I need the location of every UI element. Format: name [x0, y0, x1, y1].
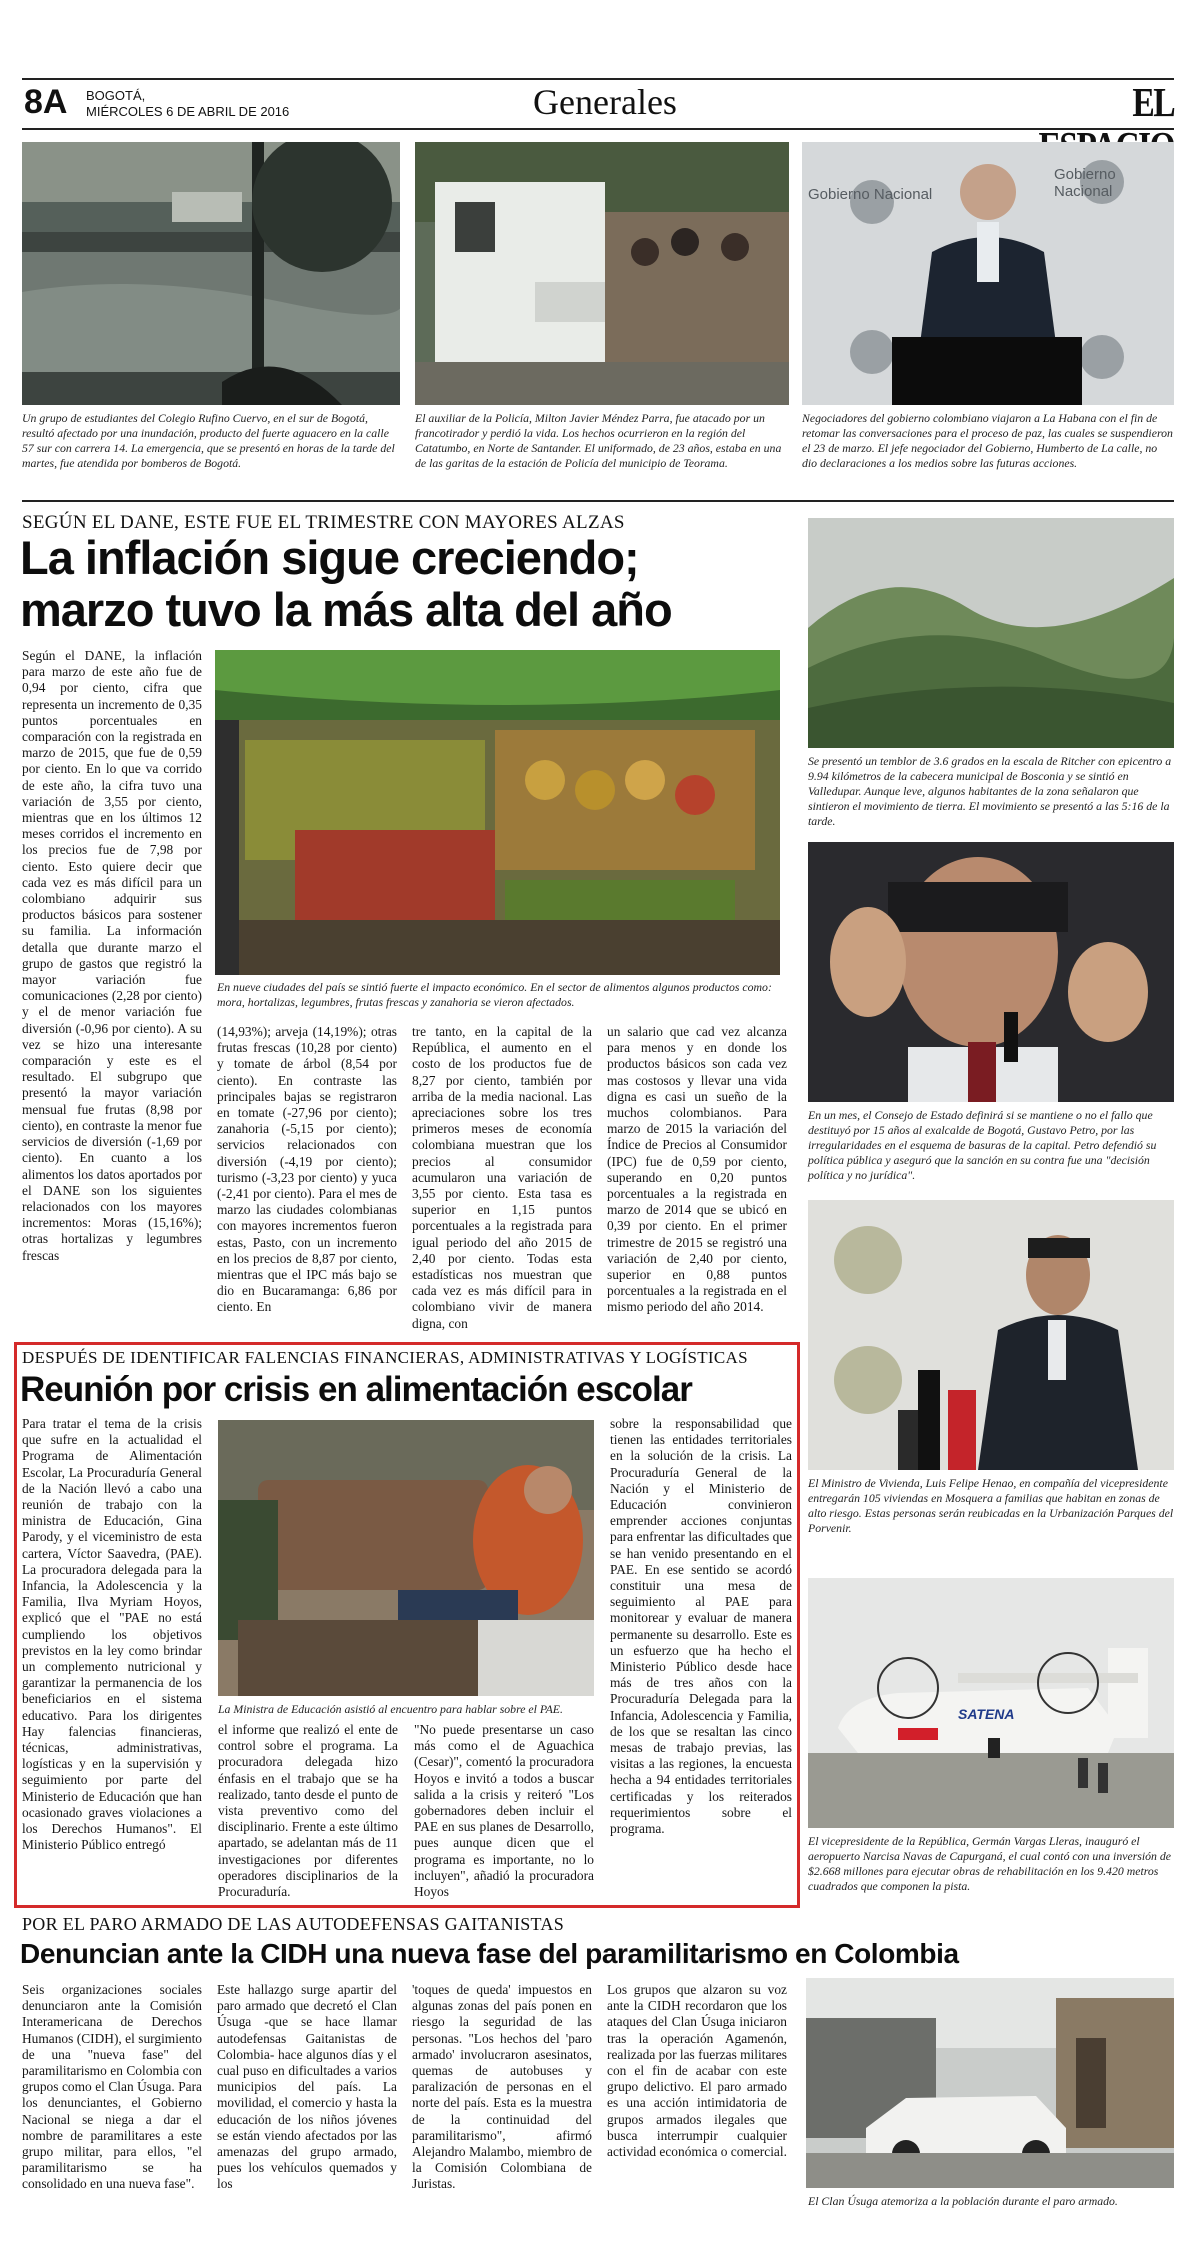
- paramilitary-column-3: 'toques de queda' impuestos en algunas zonas del país ponen en riesgo la seguridad de las personas. "Los hechos del 'paro armado' involucraron asesinatos, quemas de autobuses y paralización de personas en el norte del país. Esta es la muestra de la continuidad del paramilitarismo", afirmó Alejandro Malambo, miembro de la Comisión Colombiana de Juristas.: [412, 1982, 592, 2192]
- inflation-headline-line1: La inflación sigue creciendo;: [20, 531, 639, 584]
- police-caption: El auxiliar de la Policía, Milton Javier Méndez Parra, fue atacado por un francotirador y perdió la vida. Los hechos ocurrieron en la región del Catatumbo, en Norte de Santander. El uniformado, de 23 años, estaba en una de las garitas de la estación de Policía del municipio de Teorama.: [415, 411, 782, 470]
- inflation-column-1: Según el DANE, la inflación para marzo de este año fue de 0,94 por ciento, cifra que representa un incremento de 0,35 puntos porcentuales en comparación con la registrada en marzo de 2015, que fue de 0,59 por ciento. En lo que va corrido de este año, la cifra tuvo una variación de 3,55 por ciento, mientras que en los últimos 12 meses corridos el incremento en los precios fue de 7,98 por ciento. Esto quiere decir que cada vez es más difícil para un colombiano adquirir sus productos básicos para sostener su familia. La información detalla que durante marzo el grupo de gastos que registró la mayor variación fue comunicaciones (2,28 por ciento) y el de menor variación fue diversión (-0,96 por ciento). A su vez se hizo una interesante comparación y este es el resultado. El subgrupo que presentó la mayor variación mensual fue frutas (8,98 por ciento), en contraste la menor fue servicios de diversión (-1,69 por ciento). En cuanto a los alimentos los datos aportados por el DANE son los siguientes relacionados con los mayores incrementos: Moras (15,16%); otras hortalizas y legumbres frescas: [22, 648, 202, 1263]
- paramilitary-column-4: Los grupos que alzaron su voz ante la CIDH recordaron que los ataques del Clan Úsuga iniciaron tras la operación Agamenón, realizada por las fuerzas militares con el fin de acabar con este grupo delictivo. El paro armado es una acción intimidatoria de grupos armados ilegales que busca interrumpir cualquier actividad económica o comercial.: [607, 1982, 787, 2160]
- school-meals-column-3: "No puede presentarse un caso más como el de Aguachica (Cesar)", comentó la procuradora Hoyos e invitó a todos a buscar salida a la crisis y reiteró "Los gobernadores deben incluir el PAE en sus planes de Desarrollo, pues aunque dicen que el programa es importante, no lo incluyen", añadió la procuradora Hoyos: [414, 1722, 594, 1900]
- school-meals-column-2: el informe que realizó el ente de control sobre el programa. La procuradora delegada hizo énfasis en el trabajo que se ha realizado, tanto desde el punto de vista preventivo como del disciplinario. Frente a este último apartado, se adelantan más de 11 investigaciones por diferentes operadores disciplinarios de la Procuraduría.: [218, 1722, 398, 1900]
- section-title: Generales: [533, 82, 677, 122]
- housing-caption: El Ministro de Vivienda, Luis Felipe Henao, en compañía del vicepresidente entregarán 105 viviendas en Mosquera a familias que habitan en zonas de alto riesgo. Estas personas serán reubicadas en la Urbanización Parques del Porvenir.: [808, 1476, 1174, 1535]
- minister-housing-photo: [808, 1200, 1174, 1470]
- paramilitary-headline: Denuncian ante la CIDH una nueva fase del paramilitarismo en Colombia: [20, 1938, 959, 1969]
- school-meals-column-4: sobre la responsabilidad que tienen las entidades territoriales en la solución de la crisis. La Procuraduría General de la Nación y el Ministerio de Educación convinieron emprender acciones conjuntas para enfrentar las dificultades que se han venido presentando en el PAE. En ese sentido se acordó constituir una mesa de seguimiento al PAE para monitorear y evaluar de manera permanente su desarrollo. Este es un esfuerzo que ha hecho el Ministerio Público desde hace más de tres años con la Procuraduría Delegada para la Infancia, Adolescencia y Familia, de los que se resaltan las cinco mesas de trabajo previas, las visitas a las regiones, la encuesta hecha a 94 entidades territoriales certificadas y los reiterados requerimientos sobre el programa.: [610, 1416, 792, 1837]
- page-number: 8A: [24, 83, 68, 121]
- dateline-city: BOGOTÁ,: [86, 88, 146, 103]
- education-minister-caption: La Ministra de Educación asistió al encuentro para hablar sobre el PAE.: [218, 1702, 563, 1716]
- school-meals-column-1: Para tratar el tema de la crisis que sufre en la actualidad el Programa de Alimentación Escolar, La Procuraduría General de la Nación llevó a cabo una reunión de trabajo con la ministra de Educación, Gina Parody, y el viceministro de esta cartera, Víctor Saavedra, (PAE). La procuradora delegada para la Infancia, la Adolescencia y la Familia, Ilva Myriam Hoyos, explicó que el "PAE no está cumpliendo los objetivos previstos en la ley como brindar un complemento nutricional y garantizar la permanencia de los beneficiarios en el sistema educativo. Para los dirigentes Hay falencias financieras, técnicas, administrativas, logísticas y en la supervisión y seguimiento por parte del Ministerio de Educación que han ocasionado graves violaciones a los Derechos Humanos". El Ministerio Público entregó: [22, 1416, 202, 1853]
- petro-photo: [808, 842, 1174, 1102]
- petro-caption: En un mes, el Consejo de Estado definirá si se mantiene o no el fallo que destituyó por 15 años al exalcalde de Bogotá, Gustavo Petro, por las irregularidades en el esquema de basuras de la capital. Petro defendió su política pública y aseguró que la sanción en su contra fue una "decisión política y no jurídica".: [808, 1108, 1157, 1182]
- education-minister-photo: [218, 1420, 594, 1696]
- inflation-headline-line2: marzo tuvo la más alta del año: [20, 583, 672, 636]
- clan-usuga-caption: El Clan Úsuga atemoriza a la población durante el paro armado.: [808, 2194, 1118, 2208]
- market-caption: En nueve ciudades del país se sintió fuerte el impacto económico. En el sector de alimentos algunos productos como: mora, hortalizas, legumbres, frutas frescas y zanahoria se vieron afectados.: [217, 980, 772, 1009]
- gobierno-banner-text-left: Gobierno Nacional: [808, 186, 933, 203]
- school-meals-headline: Reunión por crisis en alimentación escolar: [20, 1370, 692, 1409]
- mountain-photo: [808, 518, 1174, 748]
- header-bottom-rule: [22, 128, 1174, 130]
- inflation-column-2: (14,93%); arveja (14,19%); otras frutas frescas (10,28 por ciento) y tomate de árbol (8,54 por ciento). En contraste las principales bajas se registraron en tomate (-27,96 por ciento); zanahoria (-5,15 por ciento); servicios relacionados con diversión (-4,19 por ciento); turismo (-3,23 por ciento) y yuca (-2,41 por ciento). Para el mes de marzo las ciudades colombianas con mayores incrementos fueron estas, Pasto, con un incremento en los precios de 8,87 por ciento, mientras que el IPC más bajo se dio en Bucaramanga: 6,86 por ciento. En: [217, 1024, 397, 1315]
- police-photo: [415, 142, 789, 405]
- paramilitary-kicker: POR EL PARO ARMADO DE LAS AUTODEFENSAS GAITANISTAS: [22, 1914, 565, 1934]
- clan-usuga-photo: [806, 1978, 1174, 2188]
- earthquake-caption: Se presentó un temblor de 3.6 grados en la escala de Ritcher con epicentro a 9.94 kilómetros de la cabecera municipal de Bosconia y se sintió en Valledupar. Aunque leve, algunos habitantes de la zona señalaron que sintieron el movimiento de tierra. El movimiento se presentó a las 5:16 de la tarde.: [808, 754, 1172, 828]
- school-meals-kicker: DESPUÉS DE IDENTIFICAR FALENCIAS FINANCIERAS, ADMINISTRATIVAS Y LOGÍSTICAS: [22, 1348, 748, 1367]
- masthead: EL: [1132, 79, 1174, 125]
- market-photo: [215, 650, 780, 975]
- inflation-column-3: tre tanto, en la capital de la República, el aumento en el costo de los productos fue de 8,27 por ciento, también por arriba de la media nacional. Las apreciaciones sobre los tres primeros meses de economía colombiana muestran que los precios al consumidor acumularon una variación de 3,55 por ciento. Esta tasa es superior en 1,15 puntos porcentuales a la registrada para igual periodo del año 2015 de 2,40 por ciento. Todas esta estadísticas nos muestran que cada vez es más difícil para in colombiano vivir de manera digna, con: [412, 1024, 592, 1331]
- airport-caption: El vicepresidente de la República, Germán Vargas Lleras, inauguró el aeropuerto Narcisa Navas de Capurganá, el cual contó con una inversión de $2.668 millones para ejecutar obras de rehabilitación en los 9.420 metros cuadrados que componen la pista.: [808, 1834, 1172, 1893]
- gobierno-banner-text-right: Gobierno Nacional: [1054, 166, 1116, 200]
- flood-photo: [22, 142, 400, 405]
- inflation-kicker: SEGÚN EL DANE, ESTE FUE EL TRIMESTRE CON MAYORES ALZAS: [22, 512, 625, 533]
- airplane-photo: [808, 1578, 1174, 1828]
- paramilitary-column-1: Seis organizaciones sociales denunciaron ante la Comisión Interamericana de Derechos Humanos (CIDH), el surgimiento de una "nueva fase" del paramilitarismo en Colombia con grupos como el Clan Úsuga. Para los denunciantes, el Gobierno Nacional se niega a dar el nombre de paramilitares a este grupo militar, para ellos, "el paramilitarismo se ha consolidado en una nueva fase".: [22, 1982, 202, 2192]
- inflation-column-4: un salario que cad vez alcanza para menos y en donde los productos básicos son cada vez mas costosos y llevar una vida digna es casi un sueño de la muchos colombianos. Para marzo de 2015 la variación del Índice de Precios al Consumidor (IPC) fue de 0,59 por ciento, superando en 0,20 puntos porcentuales a la registrada en marzo de 2014 que se ubicó en 0,39 por ciento. En el primer trimestre de 2015 se registró una variación de 2,40 por ciento, superior en 0,88 puntos porcentuales a la registrada en el mismo periodo del año 2014.: [607, 1024, 787, 1315]
- negotiator-photo: [802, 142, 1174, 405]
- negotiator-caption: Negociadores del gobierno colombiano viajaron a La Habana con el fin de retomar las conversaciones para el proceso de paz, las cuales se suspendieron el 23 de marzo. El jefe negociador del Gobierno, Humberto de La calle, no dio declaraciones a los medios sobre las futuras acciones.: [802, 411, 1173, 470]
- paramilitary-column-2: Este hallazgo surge apartir del paro armado que decretó el Clan Úsuga -que se hace llamar autodefensas Gaitanistas de Colombia- hace algunos días y el cual puso en dificultades a varios municipios del país. La movilidad, el comercio y hasta la educación de los niños jóvenes se están viendo afectados por las amenazas del grupo armado, pues los vehículos quemados y los: [217, 1982, 397, 2192]
- top-section-rule: [22, 500, 1174, 502]
- airline-text: SATENA: [958, 1706, 1015, 1722]
- flood-caption: Un grupo de estudiantes del Colegio Rufino Cuervo, en el sur de Bogotá, resultó afectado por una inundación, producto del fuerte aguacero en la calle 57 sur con carrera 14. La emergencia, que se presentó en horas de la tarde del martes, fue atendida por bomberos de Bogotá.: [22, 411, 395, 470]
- dateline-date: MIÉRCOLES 6 DE ABRIL DE 2016: [86, 104, 290, 119]
